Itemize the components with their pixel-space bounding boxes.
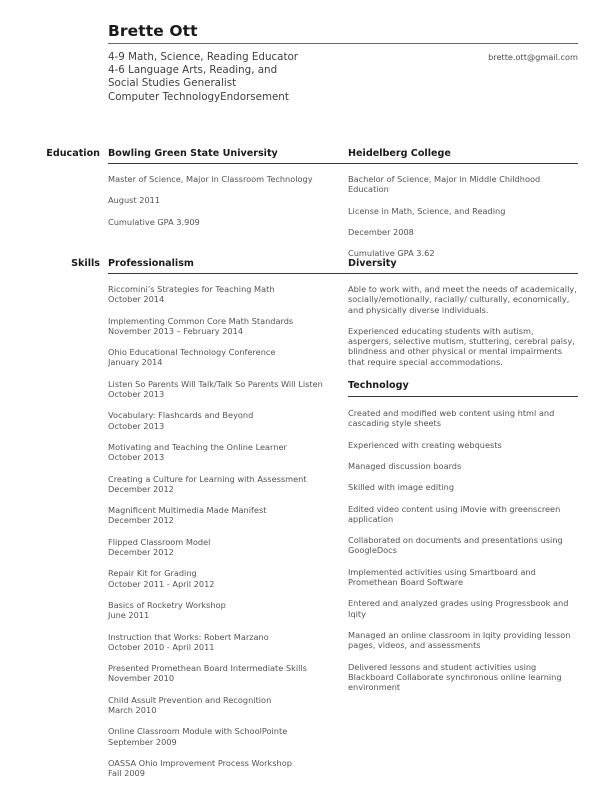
resume-header	[108, 22, 578, 107]
education-heading-right: Heidelberg College	[348, 148, 451, 159]
candidate-title-line: Computer TechnologyEndorsement	[108, 90, 289, 103]
professionalism-column	[108, 274, 336, 779]
entry-date: March 2010	[108, 705, 157, 716]
header-body	[108, 51, 578, 107]
technology-item: Entered and analyzed grades using Progressbook and Iqity	[348, 598, 569, 619]
professionalism-entry	[108, 568, 336, 589]
entry-date: October 2014	[108, 294, 165, 305]
professionalism-entry	[108, 695, 336, 716]
education-columns	[108, 148, 578, 259]
entry-title: Creating a Culture for Learning with Assessment	[108, 473, 307, 484]
education-entry-text: Cumulative GPA 3.62	[348, 248, 435, 259]
entry-title: Child Assult Prevention and Recognition	[108, 694, 272, 705]
professionalism-entry	[108, 316, 336, 337]
candidate-titles	[108, 51, 438, 104]
entry-title: Vocabulary: Flashcards and Beyond	[108, 410, 254, 421]
professionalism-entry	[108, 442, 336, 463]
education-entry-text: August 2011	[108, 195, 161, 206]
entry-title: Repair Kit for Grading	[108, 568, 197, 579]
technology-item: Delivered lessons and student activities using Blackboard Collaborate synchronous online learning environment	[348, 661, 562, 693]
entry-date: December 2012	[108, 547, 174, 558]
education-entry-text: Cumulative GPA 3.909	[108, 216, 200, 227]
entry-title: Riccomini’s Strategies for Teaching Math	[108, 284, 275, 294]
candidate-name: Brette Ott	[108, 22, 198, 40]
skills-body	[108, 274, 578, 779]
section-label-education: Education	[46, 148, 100, 159]
technology-item: Managed discussion boards	[348, 460, 462, 471]
professionalism-entry	[108, 379, 336, 400]
entry-date: October 2013	[108, 452, 165, 463]
entry-title: Magnificent Multimedia Made Manifest	[108, 505, 267, 516]
entry-title: Motivating and Teaching the Online Learner	[108, 441, 287, 452]
diversity-technology-column	[348, 274, 578, 692]
professionalism-entry	[108, 537, 336, 558]
technology-item: Collaborated on documents and presentations using GoogleDocs	[348, 535, 563, 556]
entry-title: Listen So Parents Will Talk/Talk So Parents Will Listen	[108, 378, 323, 389]
education-entry	[108, 217, 336, 227]
technology-heading: Technology	[348, 380, 409, 392]
education-heading-left: Bowling Green State University	[108, 148, 278, 159]
technology-heading-row	[348, 381, 578, 397]
candidate-title-line: 4-6 Language Arts, Reading, and	[108, 64, 278, 77]
technology-item: Implemented activities using Smartboard and Promethean Board Software	[348, 566, 536, 588]
professionalism-entry	[108, 663, 336, 684]
entry-date: Fall 2009	[108, 768, 145, 779]
section-label-skills: Skills	[71, 258, 100, 269]
education-heading-row	[108, 148, 578, 164]
professionalism-entry	[108, 758, 336, 779]
entry-title: Instruction that Works: Robert Marzano	[108, 631, 269, 642]
professionalism-entry	[108, 347, 336, 368]
education-left-column	[108, 164, 336, 227]
entry-date: November 2013 – February 2014	[108, 325, 244, 336]
entry-title: Implementing Common Core Math Standards	[108, 315, 294, 326]
education-entry-text: License in Math, Science, and Reading	[348, 205, 506, 216]
education-entry	[348, 206, 578, 216]
skills-columns	[108, 258, 578, 779]
technology-item: Edited video content using iMovie with greenscreen application	[348, 503, 561, 524]
education-entry-text: Bachelor of Science, Major in Middle Childhood Education	[348, 174, 541, 195]
skills-heading-row	[108, 258, 578, 274]
entry-date: November 2010	[108, 673, 175, 684]
education-entry	[348, 227, 578, 237]
entry-date: December 2012	[108, 483, 174, 494]
entry-date: October 2013	[108, 420, 165, 431]
entry-date: June 2011	[108, 610, 150, 621]
candidate-title-line: Social Studies Generalist	[108, 77, 237, 90]
diversity-item: Able to work with, and meet the needs of academically, socially/emotionally, racially/ culturally, economically, and physically diverse individuals.	[348, 284, 577, 315]
entry-date: December 2012	[108, 515, 174, 526]
technology-item: Managed an online classroom in Iqity providing lesson pages, videos, and assessments	[348, 629, 571, 651]
technology-item: Skilled with image editing	[348, 482, 455, 493]
education-entry	[108, 195, 336, 205]
professionalism-entry	[108, 600, 336, 621]
entry-title: Flipped Classroom Model	[108, 536, 211, 547]
professionalism-entry	[108, 726, 336, 747]
technology-item: Created and modified web content using html and cascading style sheets	[348, 408, 555, 429]
technology-item: Experienced with creating webquests	[348, 439, 502, 450]
entry-date: October 2013	[108, 389, 165, 400]
professionalism-entry	[108, 632, 336, 653]
professionalism-entry	[108, 474, 336, 495]
education-entry-text: Master of Science, Major in Classroom Technology	[108, 174, 313, 184]
education-entry-text: December 2008	[348, 226, 414, 237]
skills-heading-professionalism: Professionalism	[108, 258, 194, 269]
header-divider	[108, 43, 578, 44]
professionalism-entry	[108, 410, 336, 431]
entry-date: January 2014	[108, 357, 163, 368]
entry-title: Ohio Educational Technology Conference	[108, 347, 276, 358]
education-entry	[348, 248, 578, 258]
professionalism-entry	[108, 505, 336, 526]
professionalism-entry	[108, 284, 336, 305]
email-address[interactable]: brette.ott@gmail.com	[488, 52, 578, 62]
entry-title: OASSA Ohio Improvement Process Workshop	[108, 757, 292, 768]
entry-date: October 2010 - April 2011	[108, 641, 215, 652]
entry-date: September 2009	[108, 736, 177, 747]
candidate-title-line: 4-9 Math, Science, Reading Educator	[108, 51, 299, 63]
entry-date: October 2011 - April 2012	[108, 578, 215, 589]
education-entry	[348, 174, 578, 195]
entry-title: Basics of Rocketry Workshop	[108, 599, 226, 610]
entry-title: Presented Promethean Board Intermediate Skills	[108, 663, 307, 674]
education-entry	[108, 174, 336, 184]
skills-heading-diversity: Diversity	[348, 258, 397, 269]
entry-title: Online Classroom Module with SchoolPointe	[108, 726, 288, 737]
diversity-item: Experienced educating students with autism, aspergers, selective mutism, stuttering, cerebral palsy, blindness and other physical or mental impairments that require special accommodations.	[348, 325, 575, 367]
education-right-column	[348, 164, 578, 258]
education-body	[108, 164, 578, 259]
